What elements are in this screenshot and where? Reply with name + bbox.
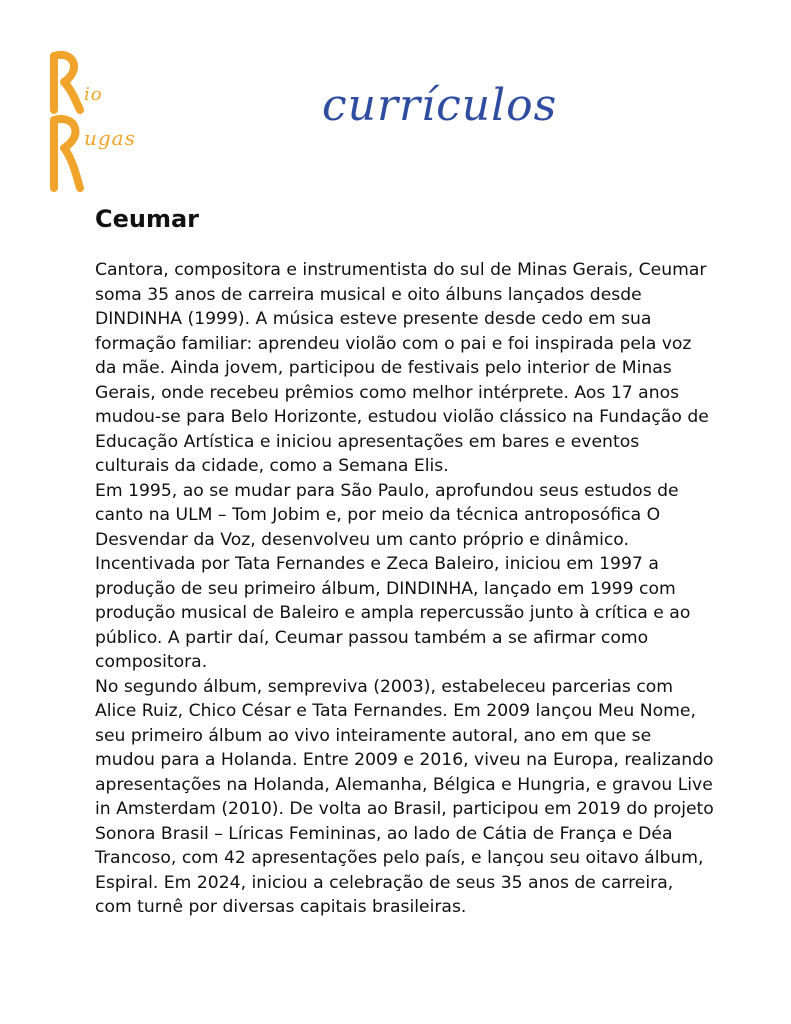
bio-paragraph: No segundo álbum, sempreviva (2003), estabeleceu parcerias com Alice Ruiz, Chico César e Tata Fernandes. Em 2009 lançou Meu Nome, seu primeiro álbum ao vivo inteiramente autoral, ano em que se mudou para a Holanda. Entre 2009 e 2016, viveu na Europa, realizando apresentações na Holanda, Alemanha, Bélgica e Hungria, e gravou Live in Amsterdam (2010). De volta ao Brasil, participou em 2019 do projeto Sonora Brasil – Líricas Femininas, ao lado de Cátia de França e Déa Trancoso, com 42 apresentações pelo país, e lançou seu oitavo álbum, Espiral. Em 2024, iniciou a celebração de seus 35 anos de carreira, com turnê por diversas capitais brasileiras. (95, 676, 714, 917)
logo-text-top: io (84, 84, 103, 105)
bio-paragraph: Cantora, compositora e instrumentista do sul de Minas Gerais, Ceumar soma 35 anos de carreira musical e oito álbuns lançados desde DINDINHA (1999). A música esteve presente desde cedo em sua formação familiar: aprendeu violão com o pai e foi inspirada pela voz da mãe. Ainda jovem, participou de festivais pelo interior de Minas Gerais, onde recebeu prêmios como melhor intérprete. Aos 17 anos mudou-se para Belo Horizonte, estudou violão clássico na Fundação de Educação Artística e iniciou apresentações em bares e eventos culturais da cidade, como a Semana Elis. (95, 260, 709, 476)
page-title: currículos (322, 80, 558, 131)
logo-letters-graphic (44, 48, 174, 198)
bio-paragraph: Em 1995, ao se mudar para São Paulo, aprofundou seus estudos de canto na ULM – Tom Jobim e, por meio da técnica antroposófica O Desvendar da Voz, desenvolveu um canto próprio e dinâmico. Incentivada por Tata Fernandes e Zeca Baleiro, iniciou em 1997 a produção de seu primeiro álbum, DINDINHA, lançado em 1999 com produção musical de Baleiro e ampla repercussão junto à crítica e ao público. A partir daí, Ceumar passou também a se afirmar como compositora. (95, 480, 691, 672)
rio-rugas-logo (44, 48, 174, 198)
logo-text-bottom: ugas (84, 126, 136, 150)
biography (95, 258, 715, 920)
person-name: Ceumar (95, 205, 200, 233)
